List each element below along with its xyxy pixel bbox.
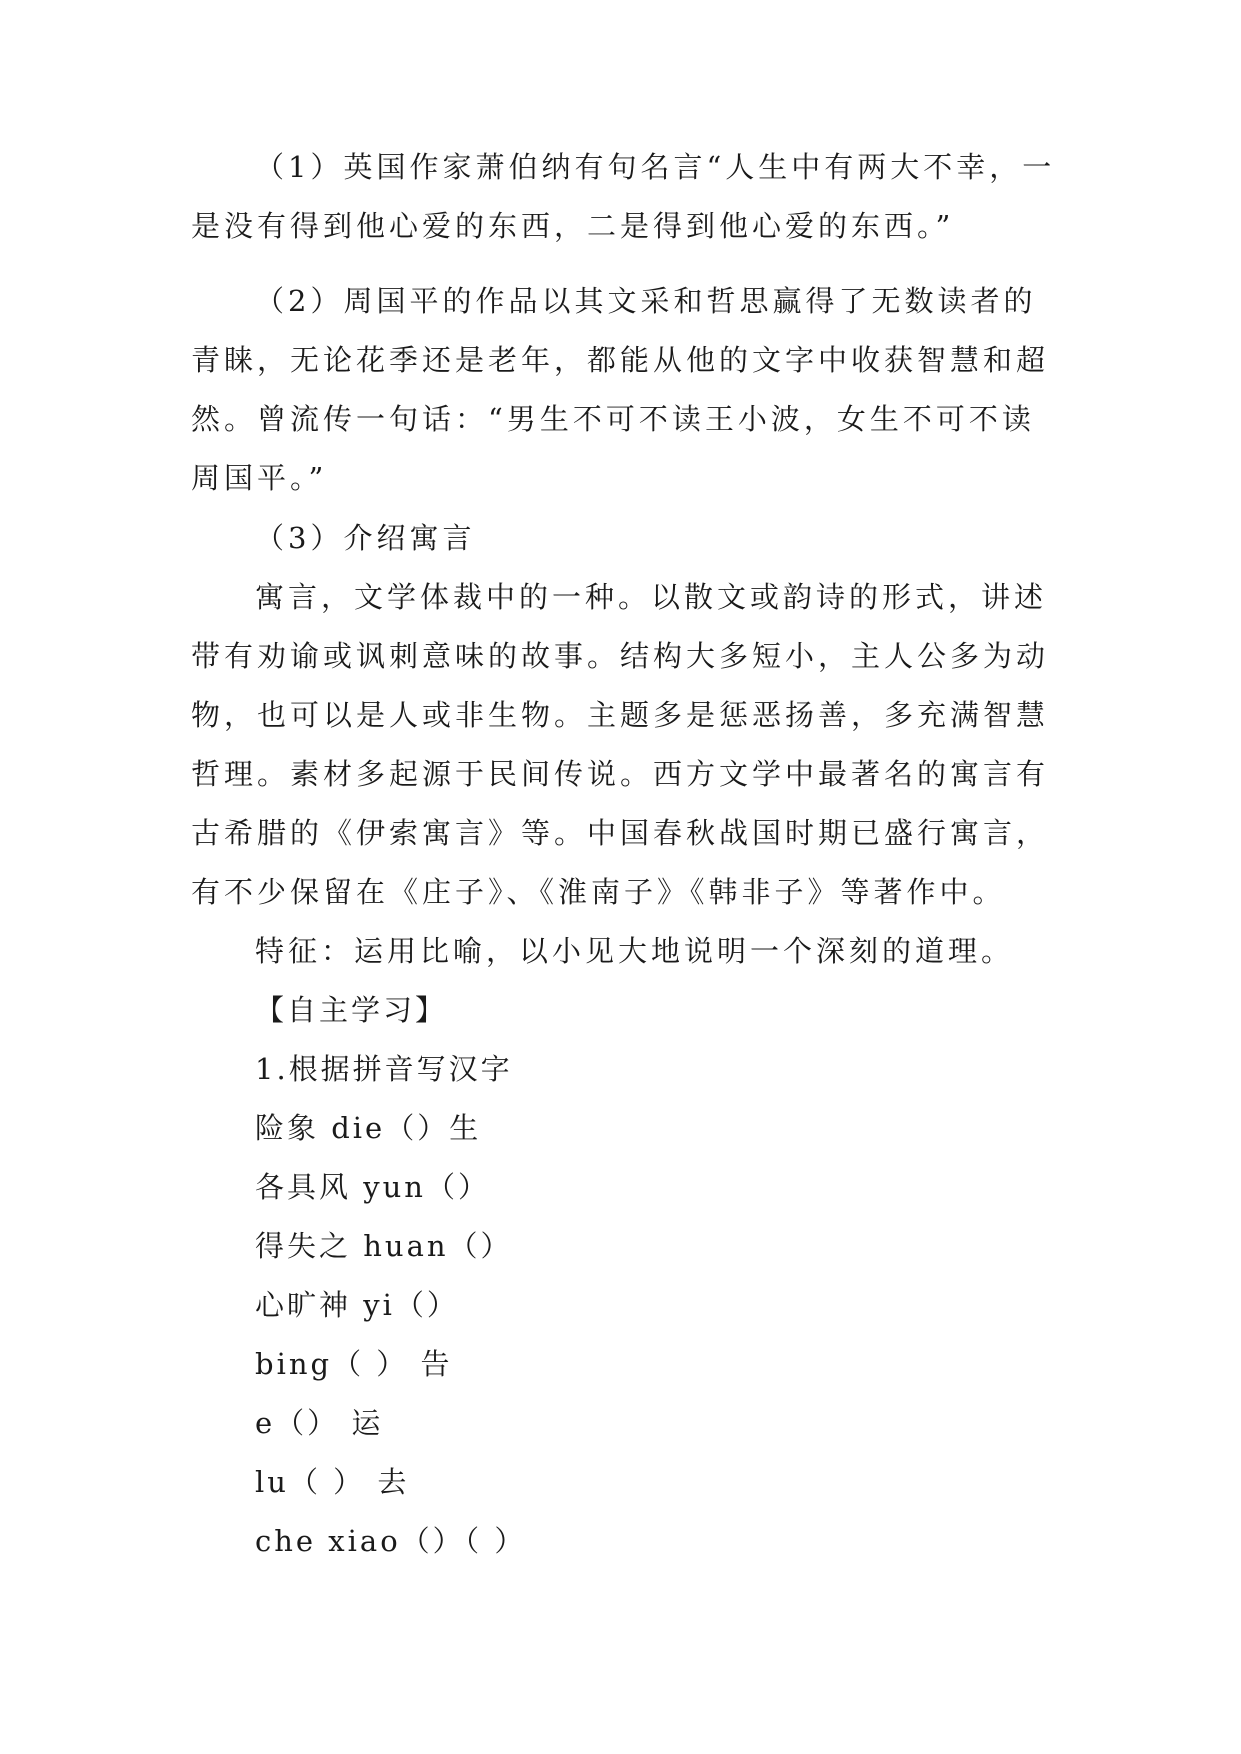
paragraph-zhou-guoping: （2）周国平的作品以其文采和哲思赢得了无数读者的青睐，无论花季还是老年，都能从他的文字中收获智慧和超然。曾流传一句话：“男生不可不读王小波，女生不可不读周国平。” xyxy=(191,284,1050,495)
pinyin-item: lu（ ） 去 xyxy=(255,1465,410,1499)
paragraph-shaw-quote: （1）英国作家萧伯纳有句名言“人生中有两大不幸，一是没有得到他心爱的东西，二是得到他心爱的东西。” xyxy=(191,150,1056,243)
paragraph-fable-features: 特征：运用比喻，以小见大地说明一个深刻的道理。 xyxy=(255,934,1015,968)
pinyin-item: 险象 die（）生 xyxy=(255,1111,482,1145)
paragraph-fable-intro: 寓言，文学体裁中的一种。以散文或韵诗的形式，讲述带有劝谕或讽刺意味的故事。结构大多短小，主人公多为动物，也可以是人或非生物。主题多是惩恶扬善，多充满智慧哲理。素材多起源于民间传说。西方文学中最著名的寓言有古希腊的《伊索寓言》等。中国春秋战国时期已盛行寓言，有不少保留在《庄子》、《淮南子》《韩非子》等著作中。 xyxy=(191,580,1050,909)
paragraph-fable-heading: （3）介绍寓言 xyxy=(255,521,476,555)
pinyin-item: bing（ ） 告 xyxy=(255,1347,453,1381)
pinyin-item: che xiao（）（ ） xyxy=(255,1524,527,1558)
question-title: 1.根据拼音写汉字 xyxy=(255,1052,513,1086)
section-heading: 【自主学习】 xyxy=(255,993,448,1027)
pinyin-item: 心旷神 yi（） xyxy=(255,1288,459,1322)
pinyin-item: e（） 运 xyxy=(255,1406,384,1440)
pinyin-item: 各具风 yun（） xyxy=(255,1170,490,1204)
pinyin-item: 得失之 huan（） xyxy=(255,1229,513,1263)
